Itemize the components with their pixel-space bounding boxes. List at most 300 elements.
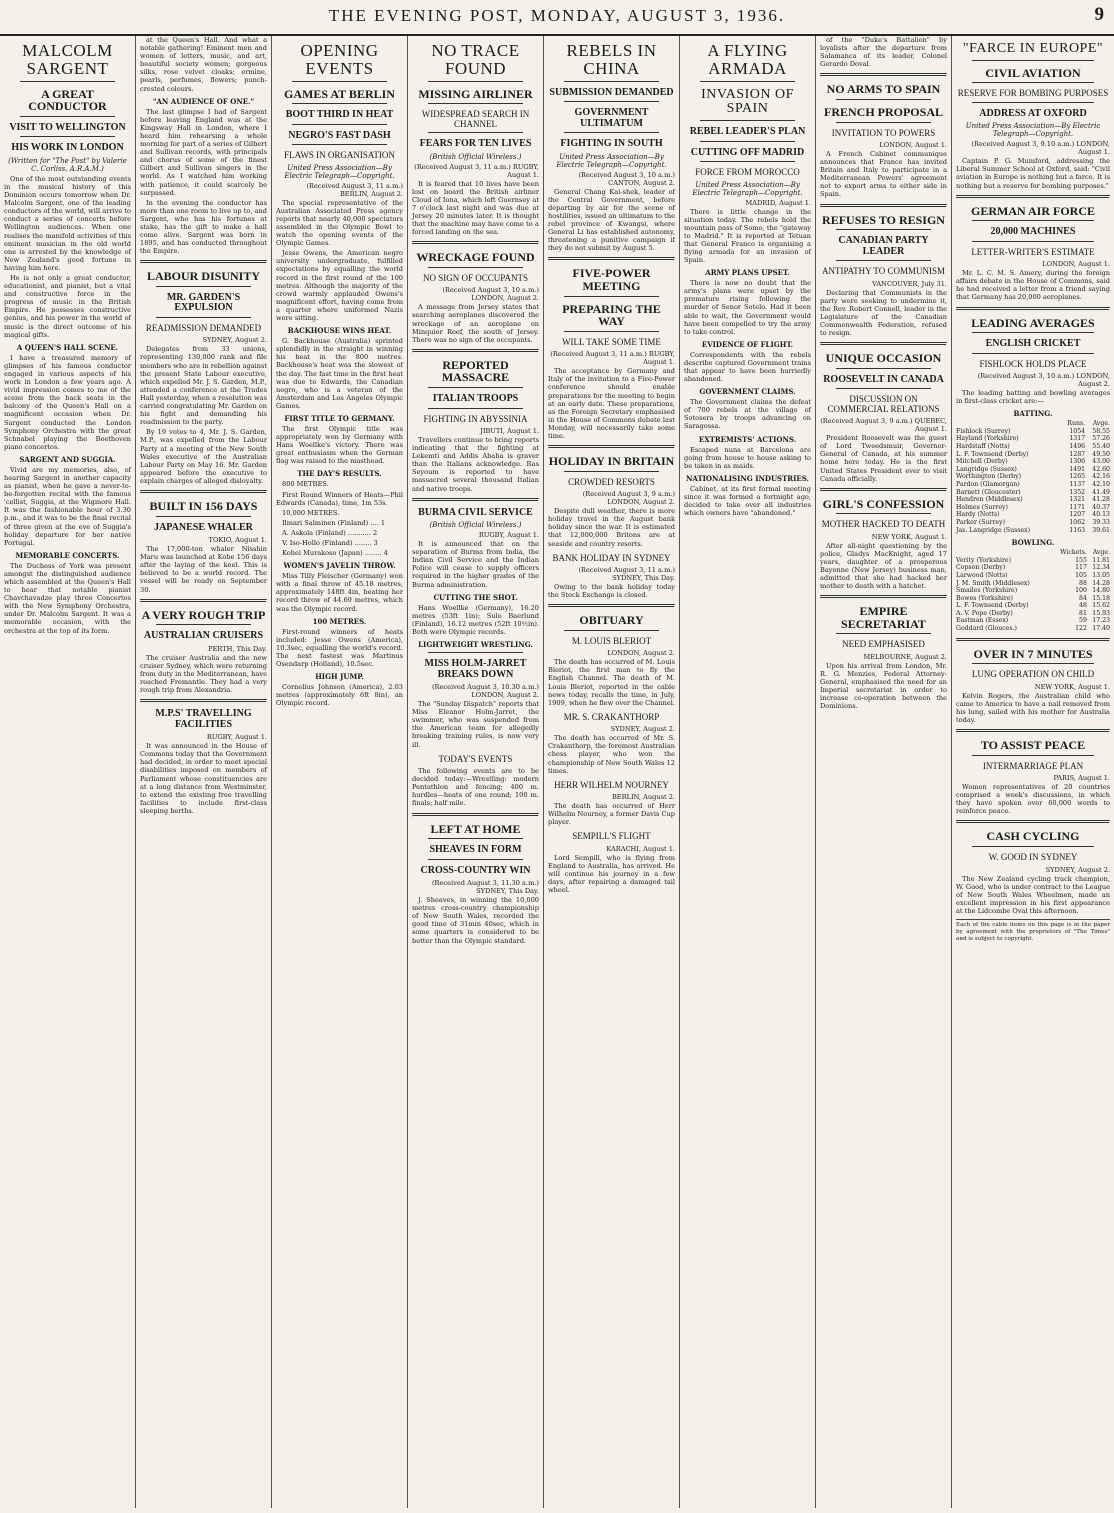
divider (156, 516, 251, 517)
article-paragraph: The death has occurred of Herr Wilhelm Nourney, a former Davis Cup player. (548, 802, 675, 827)
article-paragraph: Jesse Owens, the American negro university undergraduate, fulfilled expectations by equalling the world record in the first round of the 100 metres. Although the majority of the crowd warmly applauded Owens's magnificent effort, having come from a quarter where uniformed Nazis were sitting. (276, 249, 403, 323)
table-title: BATTING. (1013, 409, 1053, 419)
divider (292, 81, 387, 82)
divider (428, 652, 523, 653)
masthead (0, 0, 1114, 36)
table-row (956, 473, 1110, 481)
section-subhead: "AN AUDIENCE OF ONE." (152, 96, 255, 106)
article-paragraph: It was announced in the House of Commons today that the Government had decided, in order to meet special disabilities imposed on members of Parliament whose constituencies are at a long distance from Westminster, to extend the existing free travelling facilities to include first-class sleeping berths. (140, 742, 267, 815)
section-subhead: WOMEN'S JAVELIN THROW. (283, 561, 396, 571)
divider (564, 471, 659, 472)
subheadline: NO SIGN OF OCCUPANTS (423, 272, 528, 283)
divider (564, 331, 659, 332)
dateline: LONDON, August 2. (607, 649, 675, 658)
article-paragraph: It is announced that on the separation of Burma from India, the Indian Civil Service and the Indian Police will cease to supply officers required in the higher grades of the Burma administration. (412, 540, 539, 589)
divider (140, 699, 267, 703)
dateline: KARACHI, August 1. (606, 844, 675, 853)
headline: LEFT AT HOME (430, 821, 521, 836)
article-paragraph: Women representatives of 20 countries comprised a week's discussions, in which they have spoken over 60,000 words to reinforce peace. (956, 783, 1110, 816)
divider (140, 260, 267, 264)
subheadline: ADDRESS AT OXFORD (979, 107, 1087, 119)
subheadline: MISSING AIRLINER (418, 86, 533, 101)
result-line: V. Iso-Hollo (Finland) ........ 3 (282, 539, 378, 547)
dateline: RUGBY, August 1. (478, 531, 539, 540)
stat-value: 40.13 (1092, 511, 1110, 519)
divider (412, 498, 539, 502)
dateline: VANCOUVER, July 31. (872, 279, 947, 288)
bowling-header-row (956, 549, 1110, 557)
headline: TODAY'S EVENTS (438, 753, 513, 764)
divider (564, 101, 659, 102)
subheadline: SHEAVES IN FORM (429, 844, 522, 856)
divider (820, 204, 947, 208)
stat-value: 1352 (1069, 488, 1086, 496)
headline: REPORTED MASSACRE (441, 357, 510, 385)
newspaper-title: THE EVENING POST, MONDAY, AUGUST 3, 1936. (328, 6, 786, 25)
subheadline: PREPARING THE WAY (562, 301, 661, 329)
divider (156, 286, 251, 287)
headline: "FARCE IN EUROPE" (962, 41, 1104, 56)
divider (956, 729, 1110, 733)
dateline: NEW YORK, August 1. (871, 532, 947, 541)
article-paragraph: The cruiser Australia and the new cruiser Sydney, which were returning from duty in the Mediterranean, have reached Fremantle. They had a very rough trip from Alexandria. (140, 653, 267, 695)
stat-value: 14.80 (1092, 587, 1110, 595)
headline: BUILT IN 156 DAYS (149, 498, 258, 513)
divider (292, 124, 387, 125)
article-paragraph: Correspondents with the rebels describe captured Government trains that appear to have been hurriedly abandoned. (684, 350, 811, 384)
divider (972, 82, 1094, 83)
dateline: (Received August 3, 9 a.m.) QUEBEC, August 1. (820, 417, 947, 434)
stat-value: 41.28 (1092, 496, 1110, 504)
stat-value: 42.16 (1092, 473, 1110, 481)
article-paragraph: The death has occurred of Mr. S. Crakanthorp, the foremost Australian chess player, who won the championship of New South Wales 12 times. (548, 734, 675, 775)
article-paragraph: Delegates from 33 unions, representing 130,000 rank and file members who are in rebellion against the present State Labour executive, which expelled Mr. J. S. Garden, M.P., attended a conference at the Trades Hall yesterday, when a resolution was carried congratulating Mr. Garden on his fight and demanding his readmission to the party. (140, 345, 267, 427)
player-name: Langridge (Sussex) (956, 465, 1017, 473)
divider (956, 307, 1110, 311)
column-6 (680, 36, 816, 1508)
stat-value: 43.00 (1092, 458, 1110, 466)
table-row (956, 610, 1110, 618)
subheadline: ROOSEVELT IN CANADA (823, 373, 944, 385)
stat-value: 55.40 (1092, 443, 1110, 450)
divider (292, 103, 387, 104)
subheadline: NEGRO'S FAST DASH (288, 129, 391, 141)
subheadline: FORCE FROM MOROCCO (695, 167, 800, 178)
headline: HOLIDAY IN BRITAIN (548, 454, 675, 469)
subheadline: 20,000 MACHINES (990, 226, 1076, 238)
stat-value: 105 (1075, 571, 1087, 579)
subheadline: A GREAT CONDUCTOR (28, 86, 107, 114)
headline: BANK HOLIDAY IN SYDNEY (552, 552, 671, 563)
stat-value: 13.05 (1092, 571, 1110, 579)
subheadline: MR. GARDEN'S EXPULSION (166, 291, 241, 314)
headline: SEMPILL'S FLIGHT (572, 831, 651, 842)
subheadline: WILL TAKE SOME TIME (562, 336, 661, 347)
article-paragraph: Cabinet, at its first formal meeting since it was formed a fortnight ago, decided to take over all industries which owners have "abandoned." (684, 484, 811, 518)
subheadline: W. GOOD IN SYDNEY (988, 852, 1078, 863)
article-paragraph: A message from Jersey states that searching aeroplanes discovered the wreckage of an aeroplane on Minquier Reef, the south of Jersey. There was no sign of the occupants. (412, 303, 539, 344)
stat-value: 155 (1075, 556, 1087, 564)
subheadline: FLAWS IN ORGANISATION (284, 150, 395, 161)
stat-value: 84 (1079, 594, 1087, 602)
dateline: (Received August 3, 11 a.m.) SYDNEY, This Day. (578, 566, 675, 583)
article-paragraph: It is feared that 10 lives have been lost on board the British airliner Cloud of Iona, which left Guernsey at 7 o'clock last night and was due at Jersey 20 minutes later. It is thought that the machine may have come to a forced landing on the sea. (412, 179, 539, 237)
article-paragraph: The 17,000-ton whaler Nisshin Maru was launched at Kobe 156 days after the laying of the keel. This is believed to be a world record. The vessel will be ready on September 30. (140, 545, 267, 594)
subheadline: CROWDED RESORTS (568, 476, 655, 487)
dateline: (Received August 3, 10 a.m.) LONDON, August 2. (977, 372, 1110, 389)
dateline: (Received August 3, 10 a.m.) LONDON, August 2. (442, 286, 539, 303)
divider (428, 81, 523, 82)
result-line: 800 METRES. (282, 480, 329, 489)
divider (428, 408, 523, 409)
player-name: Holmes (Surrey) (956, 503, 1008, 511)
article-paragraph: The Government claims the defeat of 700 rebels at the village of Sotosera by troops advancing on Saragossa. (684, 398, 811, 431)
player-name: Smailes (Yorkshire) (956, 587, 1018, 595)
article-paragraph: Captain P. G. Mumford, addressing the Liberal Summer School at Oxford, said: "Civil aviation in Europe is nothing but a farce. It is nothing but a reserve for bombing purposes." (956, 157, 1110, 190)
dateline: SYDNEY, August 2. (1045, 865, 1110, 874)
subheadline: FRENCH PROPOSAL (823, 104, 943, 119)
bowling-table (956, 549, 1110, 633)
stat-value: 1306 (1069, 458, 1086, 466)
stat-value: 1137 (1069, 480, 1086, 488)
section-subhead: CUTTING THE SHOT. (433, 592, 518, 602)
section-subhead: A QUEEN'S HALL SCENE. (16, 342, 119, 352)
stat-value: 14.28 (1092, 579, 1110, 587)
stat-value: 1054 (1069, 427, 1086, 435)
section-subhead: ARMY PLANS UPSET. (705, 268, 790, 278)
article-paragraph: Mr. L. C. M. S. Amery, during the foreign affairs debate in the House of Commons, said he had received a letter from a friend saying that Germany has 20,000 aeroplanes. (956, 269, 1110, 302)
divider (972, 241, 1094, 242)
stat-value: 42.60 (1092, 465, 1110, 473)
byline: United Press Association—By Electric Telegraph—Copyright. (965, 122, 1101, 139)
result-line: Ilmari Salminen (Finland) .... 1 (282, 518, 386, 527)
column-3 (272, 36, 408, 1508)
stat-value: 1496 (1069, 443, 1086, 450)
divider (428, 132, 523, 133)
player-name: Copson (Derby) (956, 564, 1006, 572)
column-5 (544, 36, 680, 1508)
stat-value: 15.93 (1092, 609, 1110, 617)
dateline: (Received August 3, 9 a.m.) LONDON, August 2. (582, 490, 675, 507)
player-name: Verity (Yorkshire) (956, 556, 1012, 564)
divider (972, 846, 1094, 847)
bowling-table-body (956, 549, 1110, 633)
article-paragraph: Owing to the bank holiday today the Stock Exchange is closed. (548, 583, 675, 600)
section-subhead: BACKHOUSE WINS HEAT. (287, 326, 392, 336)
table-row (956, 435, 1110, 443)
divider (836, 99, 931, 100)
bowling-column-header: Avge. (1092, 549, 1110, 557)
headline: OVER IN 7 MINUTES (973, 646, 1093, 661)
stat-value: 15.18 (1092, 594, 1110, 602)
player-name: Barnett (Gloucester) (956, 488, 1021, 496)
subheadline: FIGHTING IN SOUTH (560, 138, 663, 150)
batting-table (956, 420, 1110, 534)
divider (140, 490, 267, 494)
article-paragraph: General Chang Kai-shek, leader of the Central Government, before departing by air for the scene of hostilities, issued an ultimatum to the rebel province of Kwangsi, where General Li has established autonomy, threatening a punitive campaign if they do not submit by August 5. (548, 187, 675, 253)
article-paragraph: The leading batting and bowling averages in first-class cricket are:— (956, 389, 1110, 406)
stat-value: 58.55 (1092, 427, 1110, 435)
table-row (956, 595, 1110, 603)
subheadline: ANTIPATHY TO COMMUNISM (821, 266, 946, 277)
stat-value: 1491 (1069, 465, 1086, 473)
article-paragraph: Declaring that Communists in the party were seeking to undermine it, the Rev. Robert Connell, leader in the Legislature of the Canadian Commonwealth Federation, refused to resign. (820, 288, 947, 338)
subheadline: CIVIL AVIATION (985, 65, 1081, 80)
divider (428, 103, 523, 104)
dateline: RUGBY, August 1. (206, 733, 267, 742)
stat-value: 40.37 (1092, 503, 1110, 511)
subheadline: RESERVE FOR BOMBING PURPOSES (957, 88, 1109, 99)
dateline: LONDON, August 1. (879, 141, 947, 149)
article-paragraph: The first Olympic title was appropriately won by Germany with Hans Woellke's victory. There was great enthusiasm when the German flag was raised to the masthead. (276, 424, 403, 466)
subheadline: DISCUSSION ON COMMERCIAL RELATIONS (827, 394, 940, 414)
result-line: 10,000 METRES. (282, 508, 340, 517)
table-row (956, 428, 1110, 436)
headline: LEADING AVERAGES (971, 315, 1095, 330)
byline: (Written for "The Post" by Valerie C. Corliss, A.R.A.M.) (8, 156, 127, 173)
subheadline: M. LOUIS BLERIOT (571, 635, 652, 646)
table-row (956, 519, 1110, 527)
divider (972, 332, 1094, 333)
article-paragraph: of the "Duke's Battalion" by loyalists after the departure from Salamanca of its leader, Colonel Gerardo Doval. (820, 36, 947, 69)
divider (972, 353, 1094, 354)
table-row (956, 451, 1110, 459)
article-paragraph: In the evening the conductor has more than one room to live up to, and Sargent, who has his fortunes at stake, has the gift to make a hall come alive. Sargent was born in 1895, and has conducted throughout the Empire. (140, 198, 267, 256)
headline: REFUSES TO RESIGN (822, 212, 945, 227)
bowling-column-header: Wickets. (1060, 549, 1087, 557)
divider (564, 81, 659, 82)
article-paragraph: Kelvin Rogers, the Australian child who came to America to have a nail removed from his lung, sailed with his mother for Australia today. (956, 691, 1110, 724)
dateline: MELBOURNE, August 2. (863, 652, 947, 661)
batting-column-header: Runs. (1067, 420, 1086, 428)
article-paragraph: A French Cabinet communique announces that France has invited Britain and Italy to participate in a Mediterranean Powers' agreement not to export arms to either side in Spain. (820, 150, 947, 199)
column-1 (0, 36, 136, 1508)
article-paragraph: He is not only a great conductor, educationist, and pianist, but a vital and constructive force in the progress of music in the British Empire. He possesses constructive genius, and his power in the world of music is the direct outcome of his magical gifts. (4, 274, 131, 339)
headline: OPENING EVENTS (300, 41, 379, 78)
table-row (956, 504, 1110, 512)
divider (700, 81, 795, 82)
headline: OBITUARY (579, 613, 644, 628)
subheadline: LETTER-WRITER'S ESTIMATE (971, 246, 1095, 257)
byline: United Press Association—By Electric Telegraph—Copyright. (556, 152, 667, 169)
byline: (British Official Wireless.) (429, 152, 522, 161)
column-4 (408, 36, 544, 1508)
article-paragraph: I have a treasured memory of glimpses of his famous conductor engaged in various aspects of his work in London a few years ago. A vivid impression comes to me of the scene from the back seats in the balcony of the Queen's Hall on a magnificent occasion when Dr. Sargent conducted the London Symphony Orchestra with the great Schnabel playing the Beethoven piano concertos. (4, 353, 131, 451)
table-row (956, 625, 1110, 633)
headline: MALCOLM SARGENT (22, 41, 113, 78)
subheadline: HIS WORK IN LONDON (11, 142, 124, 154)
divider (820, 342, 947, 346)
divider (564, 296, 659, 297)
result-line: A. Askola (Finland) ........... 2 (282, 528, 378, 537)
subheadline: FEARS FOR TEN LIVES (419, 138, 532, 150)
table-row (956, 489, 1110, 497)
divider (836, 122, 931, 123)
divider (700, 161, 795, 162)
section-subhead: THE DAY'S RESULTS. (297, 469, 382, 479)
section-subhead: SARGENT AND SUGGIA. (19, 454, 116, 464)
divider (564, 132, 659, 133)
headline: REBELS IN CHINA (566, 41, 657, 78)
stat-value: 100 (1075, 587, 1087, 595)
headline: A VERY ROUGH TRIP (141, 607, 266, 622)
stat-value: 117 (1075, 564, 1087, 572)
column-7 (816, 36, 952, 1508)
batting-column-header (956, 420, 1060, 428)
divider (836, 229, 931, 230)
table-row (956, 564, 1110, 572)
divider (548, 257, 675, 261)
divider (836, 513, 931, 514)
table-row (956, 443, 1110, 451)
player-name: Bowes (Yorkshire) (956, 594, 1013, 602)
stat-value: 1287 (1069, 450, 1086, 458)
table-row (956, 587, 1110, 595)
divider (700, 141, 795, 142)
dateline: (Received August 3, 11 a.m.) BERLIN, August 2. (306, 181, 403, 198)
table-row (956, 580, 1110, 588)
stat-value: 39.61 (1092, 526, 1110, 534)
player-name: Jas. Langridge (Sussex) (956, 526, 1031, 534)
divider (428, 859, 523, 860)
bowling-column-header (956, 549, 1052, 557)
section-subhead: MEMORABLE CONCERTS. (15, 550, 120, 560)
stat-value: 39.33 (1092, 518, 1110, 526)
subheadline: AUSTRALIAN CRUISERS (143, 630, 264, 642)
article-paragraph: Vivid are my memories, also, of hearing Sargent in another capacity as pianist, when he gave a never-to-be-forgotten recital with the famous 'cellist, Suggia, at the Wigmore Hall. It was the fashionable hour of 3.30 p.m., and it was to be the final recital of three given at the eve of Suggia's holiday departure for her native Portugal. (4, 465, 131, 547)
table-row (956, 557, 1110, 565)
divider (156, 624, 251, 625)
subheadline: CROSS-COUNTRY WIN (420, 864, 531, 876)
article-paragraph: After all-night questioning by the police, Gladys MacKnight, aged 17 years, daughter of a prosperous Bayonne (New Jersey) business man, admitted that she had hacked her mother to death with a hatchet. (820, 541, 947, 591)
stat-value: 1171 (1069, 503, 1086, 511)
stat-value: 81 (1079, 609, 1087, 617)
article-paragraph: Travellers continue to bring reports indicating that the fighting at Lekemti and Addis Ababa is graver than the Italians acknowledge. Ras Seyoum is reported to have massacred several thousand Italian and native troops. (412, 435, 539, 493)
subheadline: FIGHTING IN ABYSSINIA (423, 413, 528, 424)
section-subhead: GOVERNMENT CLAIMS. (699, 387, 796, 397)
divider (836, 388, 931, 389)
divider (412, 813, 539, 817)
player-name: Goddard (Glouces.) (956, 625, 1017, 633)
divider (700, 120, 795, 121)
article-paragraph: The "Sunday Dispatch" reports that Miss Eleanor Holm-Jarret, the swimmer, who was suspended from the American team for allegedly breaking training rules, is now very ill. (412, 700, 539, 749)
table-title: BOWLING. (1011, 538, 1055, 548)
divider (140, 599, 267, 603)
byline: United Press Association—By Electric Telegraph—Copyright. (692, 180, 803, 197)
divider (820, 73, 947, 77)
article-paragraph: One of the most outstanding events in the musical history of this Dominion occurs tomorrow when Dr. Malcolm Sargent, one of the leading conductors of the world, will arrive to conduct a series of concerts before Wellington audiences. When one realises the manifold activities of this eminent musician in the old world one is arrested by the knowledge of New Zealand's good fortune in having him here. (4, 174, 131, 272)
divider (836, 368, 931, 369)
player-name: Hardy (Notts) (956, 511, 1000, 519)
dateline: PARIS, August 1. (1053, 774, 1110, 783)
divider (972, 60, 1094, 61)
dateline: NEW YORK, August 1. (1034, 682, 1110, 691)
headline: GIRL'S CONFESSION (822, 496, 945, 511)
divider (972, 220, 1094, 221)
table-row (956, 496, 1110, 504)
section-subhead: EVIDENCE OF FLIGHT. (701, 339, 794, 349)
player-name: Mitchell (Derby) (956, 458, 1008, 466)
stat-value: 1207 (1069, 511, 1086, 519)
headline: TO ASSIST PEACE (980, 738, 1086, 753)
headline: BURMA CIVIL SERVICE (418, 506, 533, 518)
divider (412, 241, 539, 245)
divider (972, 663, 1094, 664)
divider (956, 820, 1110, 824)
batting-header-row (956, 420, 1110, 428)
player-name: Hayland (Yorkshire) (956, 435, 1019, 443)
divider (20, 81, 115, 82)
player-name: Larwood (Notts) (956, 571, 1008, 579)
subheadline: ENGLISH CRICKET (985, 338, 1081, 350)
divider (836, 633, 931, 634)
article-paragraph: Cornelius Johnson (America), 2.03 metres (approximately 6ft 8in), an Olympic record. (276, 683, 403, 708)
table-row (956, 602, 1110, 610)
headline: CASH CYCLING (986, 829, 1080, 844)
headline: LABOUR DISUNITY (146, 269, 261, 284)
stat-value: 42.10 (1092, 480, 1110, 488)
player-name: L. F. Townsend (Derby) (956, 450, 1029, 458)
dateline: (Received August 3, 11 a.m.) RUGBY, August 1. (550, 350, 675, 367)
subheadline: GOVERNMENT ULTIMATUM (574, 107, 649, 129)
dateline: MADRID, August 1. (745, 198, 811, 207)
divider (428, 387, 523, 388)
article-paragraph: Hans Woellke (Germany), 16.20 metres (53ft 1in); Sulo Baerlund (Finland), 16.12 metres (52ft 10½in). Both were Olympic records. (412, 603, 539, 636)
article-paragraph: Upon his arrival from London, Mr. R. G. Menzies, Federal Attorney-General, emphasised the need for an Imperial secretariat in order to increase co-operation between the Dominions. (820, 661, 947, 711)
result-line: Kohei Murakoso (Japan) ........ 4 (282, 549, 388, 558)
subheadline: INVITATION TO POWERS (831, 127, 936, 138)
subheadline: BOOT THIRD IN HEAT (285, 109, 394, 121)
divider (20, 116, 115, 117)
subheadline: SUBMISSION DEMANDED (549, 86, 674, 98)
subheadline: MOTHER HACKED TO DEATH (821, 519, 946, 530)
dateline: TOKIO, August 1. (208, 536, 267, 545)
divider (292, 144, 387, 145)
page-columns (0, 36, 1114, 1508)
dateline: (Received August 3, 11.30 a.m.) SYDNEY, This Day. (431, 879, 539, 896)
article-paragraph: J. Sheaves, in winning the 10,000 metres cross-country championship of New South Wales, recorded the good time of 31min 40sec, which in some quarters is considered to be better than the Olympic standard. (412, 896, 539, 945)
headline: MR. S. CRAKANTHORP (563, 711, 660, 722)
divider (428, 267, 523, 268)
batting-table-body (956, 420, 1110, 534)
section-subhead: NATIONALISING INDUSTRIES. (686, 473, 809, 483)
byline: (British Official Wireless.) (429, 521, 522, 530)
divider (956, 638, 1110, 642)
divider (20, 136, 115, 137)
byline: United Press Association—By Electric Telegraph—Copyright. (284, 163, 395, 180)
headline: UNIQUE OCCASION (825, 351, 942, 366)
table-row (956, 458, 1110, 466)
player-name: Hendren (Middlesex) (956, 496, 1023, 504)
headline: GERMAN AIR FORCE (970, 203, 1095, 218)
article-paragraph: at the Queen's Hall. And what a notable gathering! Eminent men and women of letters, music, and art, beautiful society women; gorgeous silks, rose velvet cloaks; ermine, pearls, perfumes, flowers; punch-crested colours. (140, 36, 267, 93)
player-name: Worthington (Derby) (956, 473, 1022, 481)
column-2 (136, 36, 272, 1508)
player-name: Pardon (Glamorgan) (956, 480, 1020, 488)
article-paragraph: There is little change in the situation today. The rebels hold the mountain pass of Somo, the "gateway to Madrid." It is reported at Tetuan that General Franco is organising a flying armada for an invasion of Spain. (684, 207, 811, 265)
table-row (956, 481, 1110, 489)
stat-value: 48 (1079, 602, 1087, 610)
article-paragraph: Despite dull weather, there is more holiday travel in the August bank holiday since the war. It is estimated that 12,000,000 Britons are at seaside and country resorts. (548, 507, 675, 548)
dateline: (Received August 3, 10.30 a.m.) LONDON, August 2. (431, 683, 539, 700)
result-line: First Round Winners of Heats—Phil Edwards (Canada), time, 1m 53s. (276, 490, 403, 507)
dateline: (Received August 3, 9.10 a.m.) LONDON, August 1. (971, 140, 1110, 157)
batting-column-header: Avge. (1092, 420, 1110, 428)
article-paragraph: G. Backhouse (Australia) sprinted splendidly in the straight in winning his heat in the 800 metres. Backhouse's heat was the slowest of the day. The fast time in the first heat was due to Edwards, the Canadian negro, who is a veteran of the Amsterdam and Los Angeles Olympic Games. (276, 337, 403, 410)
dateline: PERTH, This Day. (208, 644, 267, 653)
dateline: LONDON, August 1. (1042, 260, 1110, 269)
stat-value: 49.50 (1092, 450, 1110, 458)
